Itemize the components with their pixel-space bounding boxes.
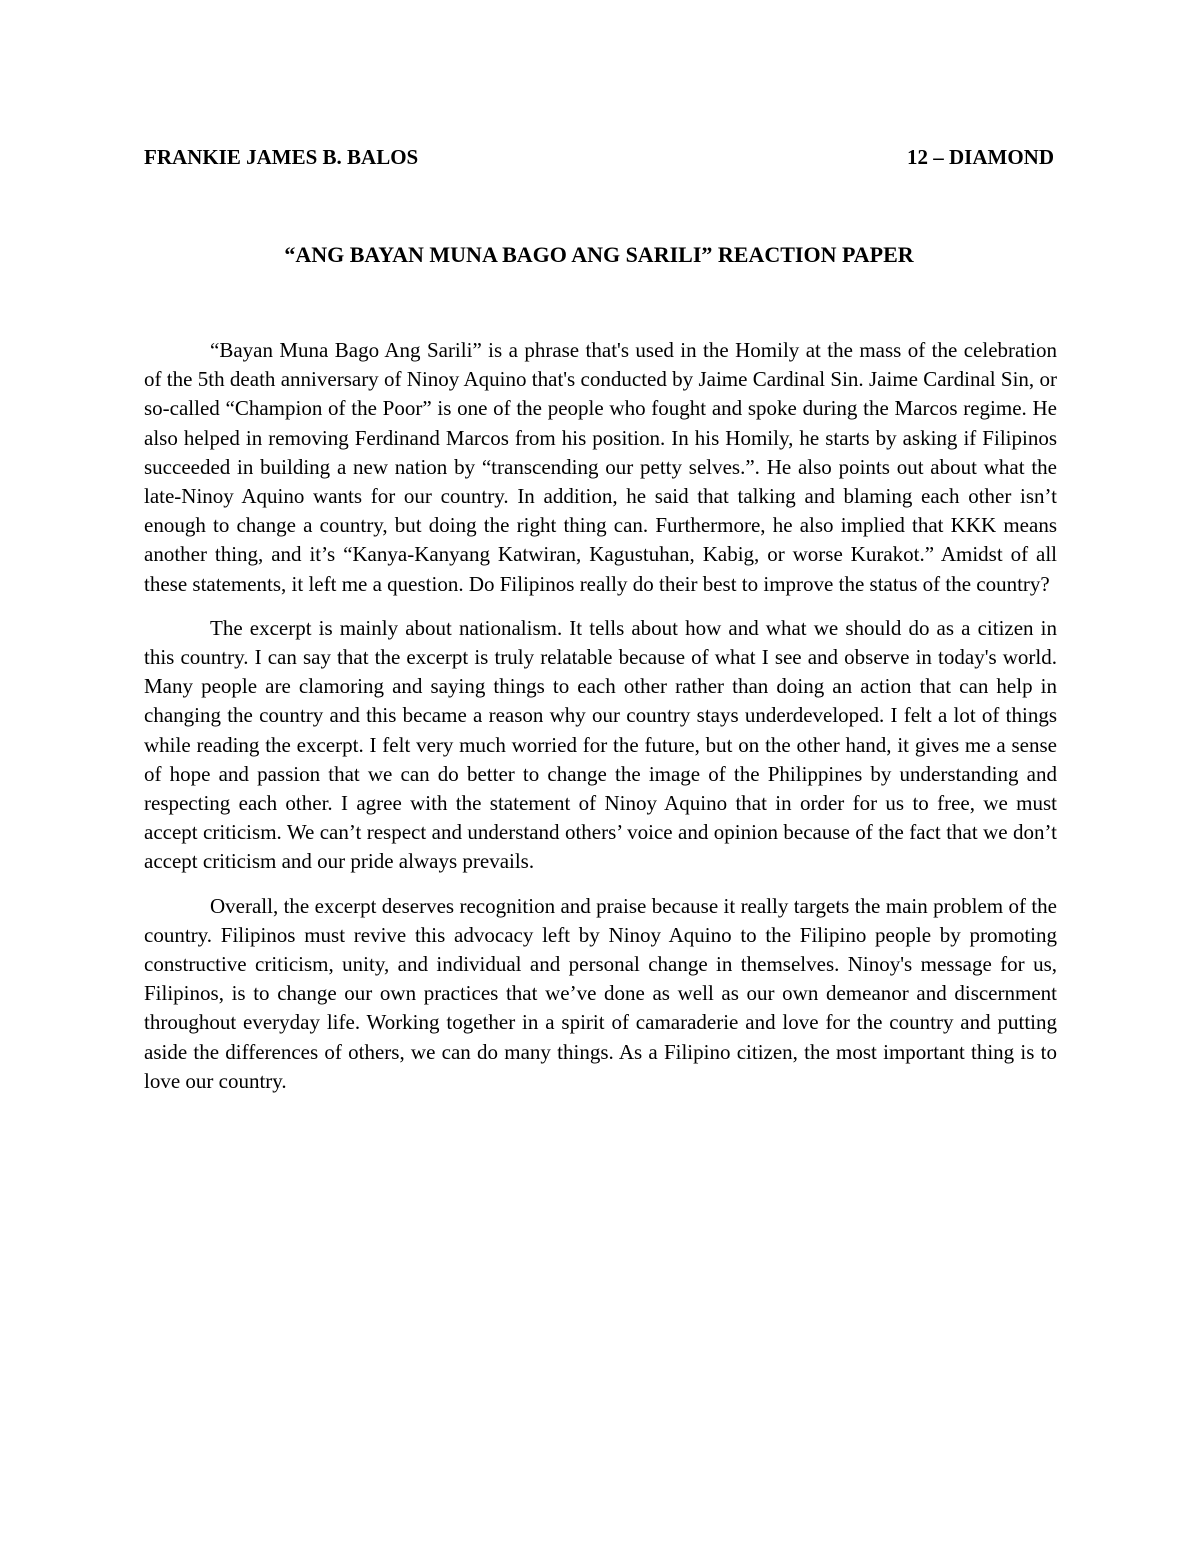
document-title: “ANG BAYAN MUNA BAGO ANG SARILI” REACTION PAPER — [284, 242, 914, 267]
paragraph-1: “Bayan Muna Bago Ang Sarili” is a phrase that's used in the Homily at the mass of the celebration of the 5th death anniversary of Ninoy Aquino that's conducted by Jaime Cardinal Sin. Jaime Cardinal Sin, or so-called “Champion of the Poor” is one of the people who fought and spoke during the Marcos regime. He also helped in removing Ferdinand Marcos from his position. In his Homily, he starts by asking if Filipinos succeeded in building a new nation by “transcending our petty selves.”. He also points out about what the late-Ninoy Aquino wants for our country. In addition, he said that talking and blaming each other isn’t enough to change a country, but doing the right thing can. Furthermore, he also implied that KKK means another thing, and it’s “Kanya-Kanyang Katwiran, Kagustuhan, Kabig, or worse Kurakot.” Amidst of all these statements, it left me a question. Do Filipinos really do their best to improve the status of the country? — [144, 338, 1057, 596]
grade-section: 12 – DIAMOND — [907, 145, 1054, 169]
document-body — [144, 336, 1057, 1111]
paragraph-3: Overall, the excerpt deserves recognition and praise because it really targets the main problem of the country. Filipinos must revive this advocacy left by Ninoy Aquino to the Filipino people by promoting constructive criticism, unity, and individual and personal change in themselves. Ninoy's message for us, Filipinos, is to change our own practices that we’ve done as well as our own demeanor and discernment throughout everyday life. Working together in a spirit of camaraderie and love for the country and putting aside the differences of others, we can do many things. As a Filipino citizen, the most important thing is to love our country. — [144, 893, 1057, 1093]
paragraph-2: The excerpt is mainly about nationalism. It tells about how and what we should do as a citizen in this country. I can say that the excerpt is truly relatable because of what I see and observe in today's world. Many people are clamoring and saying things to each other rather than doing an action that can help in changing the country and this became a reason why our country stays underdeveloped. I felt a lot of things while reading the excerpt. I felt very much worried for the future, but on the other hand, it gives me a sense of hope and passion that we can do better to change the image of the Philippines by understanding and respecting each other. I agree with the statement of Ninoy Aquino that in order for us to free, we must accept criticism. We can’t respect and understand others’ voice and opinion because of the fact that we don’t accept criticism and our pride always prevails. — [144, 615, 1057, 874]
author-name: FRANKIE JAMES B. BALOS — [144, 145, 419, 169]
document-header — [144, 143, 1054, 171]
